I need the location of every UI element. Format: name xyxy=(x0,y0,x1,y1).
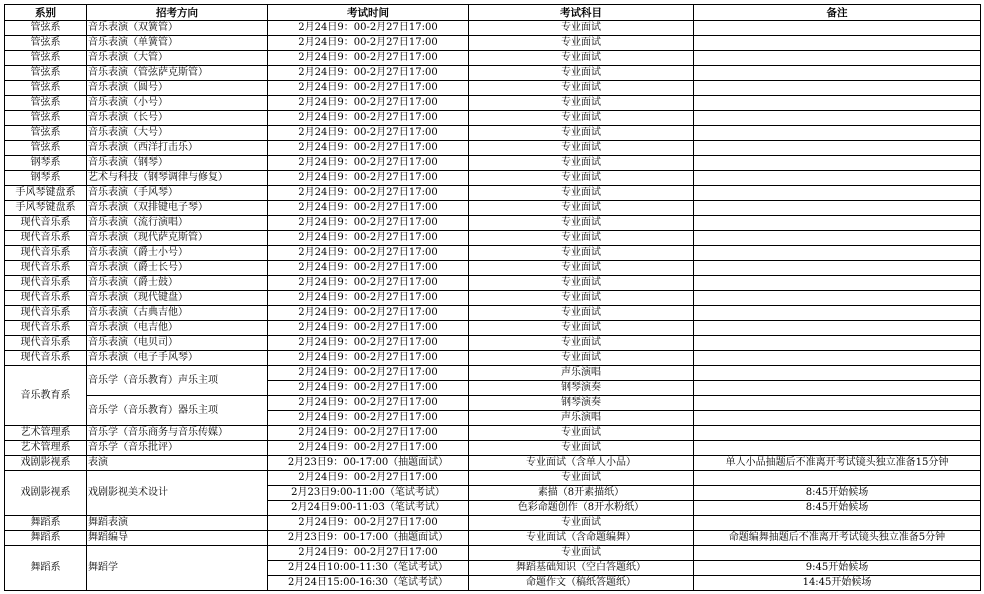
note-cell xyxy=(694,261,981,276)
time-cell: 2月24日9：00-2月27日17:00 xyxy=(268,516,469,531)
table-row xyxy=(5,216,981,231)
subject-cell: 专业面试 xyxy=(469,351,694,366)
time-cell: 2月24日9：00-2月27日17:00 xyxy=(268,141,469,156)
direction-cell: 音乐表演（爵士鼓） xyxy=(87,276,268,291)
note-cell xyxy=(694,546,981,561)
time-cell: 2月24日9：00-2月27日17:00 xyxy=(268,81,469,96)
table-row xyxy=(5,471,981,486)
direction-cell: 音乐表演（爵士小号） xyxy=(87,246,268,261)
direction-cell: 艺术与科技（钢琴调律与修复） xyxy=(87,171,268,186)
note-cell xyxy=(694,111,981,126)
direction-cell: 音乐表演（管弦萨克斯管） xyxy=(87,66,268,81)
subject-cell: 专业面试 xyxy=(469,291,694,306)
note-cell xyxy=(694,396,981,411)
subject-cell: 专业面试 xyxy=(469,261,694,276)
subject-cell: 专业面试 xyxy=(469,126,694,141)
dept-cell: 现代音乐系 xyxy=(5,291,87,306)
subject-cell: 专业面试 xyxy=(469,516,694,531)
dept-cell: 管弦系 xyxy=(5,81,87,96)
subject-cell: 专业面试 xyxy=(469,441,694,456)
note-cell xyxy=(694,306,981,321)
dept-cell: 手风琴键盘系 xyxy=(5,201,87,216)
note-cell xyxy=(694,201,981,216)
note-cell xyxy=(694,81,981,96)
dept-cell: 管弦系 xyxy=(5,21,87,36)
time-cell: 2月24日9：00-2月27日17:00 xyxy=(268,261,469,276)
time-cell: 2月24日9：00-2月27日17:00 xyxy=(268,171,469,186)
subject-cell: 专业面试 xyxy=(469,66,694,81)
time-cell: 2月24日9：00-2月27日17:00 xyxy=(268,51,469,66)
note-cell xyxy=(694,381,981,396)
note-cell xyxy=(694,96,981,111)
note-cell xyxy=(694,231,981,246)
time-cell: 2月24日9：00-2月27日17:00 xyxy=(268,411,469,426)
note-cell xyxy=(694,411,981,426)
subject-cell: 专业面试 xyxy=(469,246,694,261)
table-row xyxy=(5,111,981,126)
header-note: 备注 xyxy=(694,5,981,21)
table-row xyxy=(5,276,981,291)
note-cell: 9:45开始候场 xyxy=(694,561,981,576)
table-row xyxy=(5,246,981,261)
note-cell xyxy=(694,21,981,36)
time-cell: 2月24日9：00-2月27日17:00 xyxy=(268,21,469,36)
note-cell: 8:45开始候场 xyxy=(694,486,981,501)
dept-cell: 现代音乐系 xyxy=(5,351,87,366)
table-row xyxy=(5,96,981,111)
subject-cell: 色彩命题创作（8开水粉纸） xyxy=(469,501,694,516)
table-row xyxy=(5,441,981,456)
subject-cell: 专业面试 xyxy=(469,141,694,156)
header-time: 考试时间 xyxy=(268,5,469,21)
note-cell: 8:45开始候场 xyxy=(694,501,981,516)
dept-cell: 现代音乐系 xyxy=(5,336,87,351)
table-row xyxy=(5,531,981,546)
dept-cell: 现代音乐系 xyxy=(5,306,87,321)
dept-cell: 管弦系 xyxy=(5,96,87,111)
header-subject: 考试科目 xyxy=(469,5,694,21)
dept-cell: 音乐教育系 xyxy=(5,366,87,426)
table-row xyxy=(5,201,981,216)
subject-cell: 专业面试 xyxy=(469,426,694,441)
time-cell: 2月24日9：00-2月27日17:00 xyxy=(268,201,469,216)
table-row xyxy=(5,546,981,561)
direction-cell: 舞蹈学 xyxy=(87,546,268,591)
dept-cell: 现代音乐系 xyxy=(5,276,87,291)
time-cell: 2月23日9：00-17:00（抽题面试） xyxy=(268,456,469,471)
time-cell: 2月24日9：00-2月27日17:00 xyxy=(268,111,469,126)
direction-cell: 音乐表演（单簧管） xyxy=(87,36,268,51)
dept-cell: 舞蹈系 xyxy=(5,531,87,546)
time-cell: 2月24日9：00-2月27日17:00 xyxy=(268,156,469,171)
subject-cell: 专业面试 xyxy=(469,276,694,291)
dept-cell: 管弦系 xyxy=(5,126,87,141)
time-cell: 2月24日9：00-2月27日17:00 xyxy=(268,276,469,291)
table-row xyxy=(5,351,981,366)
note-cell xyxy=(694,321,981,336)
dept-cell: 艺术管理系 xyxy=(5,441,87,456)
dept-cell: 现代音乐系 xyxy=(5,246,87,261)
direction-cell: 音乐表演（钢琴） xyxy=(87,156,268,171)
direction-cell: 舞蹈表演 xyxy=(87,516,268,531)
subject-cell: 专业面试 xyxy=(469,336,694,351)
time-cell: 2月24日9：00-2月27日17:00 xyxy=(268,381,469,396)
dept-cell: 戏剧影视系 xyxy=(5,456,87,471)
table-row xyxy=(5,261,981,276)
note-cell xyxy=(694,516,981,531)
dept-cell: 舞蹈系 xyxy=(5,546,87,591)
table-body xyxy=(5,21,981,366)
time-cell: 2月24日9：00-2月27日17:00 xyxy=(268,246,469,261)
direction-cell: 音乐表演（电子手风琴） xyxy=(87,351,268,366)
dept-cell: 管弦系 xyxy=(5,66,87,81)
direction-cell: 音乐表演（流行演唱） xyxy=(87,216,268,231)
subject-cell: 钢琴演奏 xyxy=(469,396,694,411)
note-cell xyxy=(694,471,981,486)
dept-cell: 戏剧影视系 xyxy=(5,471,87,516)
time-cell: 2月24日9：00-2月27日17:00 xyxy=(268,126,469,141)
dept-cell: 现代音乐系 xyxy=(5,216,87,231)
note-cell xyxy=(694,441,981,456)
direction-cell: 音乐表演（大号） xyxy=(87,126,268,141)
time-cell: 2月23日9:00-11:00（笔试考试） xyxy=(268,486,469,501)
table-row xyxy=(5,516,981,531)
time-cell: 2月24日9：00-2月27日17:00 xyxy=(268,366,469,381)
note-cell xyxy=(694,426,981,441)
direction-cell: 舞蹈编导 xyxy=(87,531,268,546)
direction-cell: 音乐表演（手风琴） xyxy=(87,186,268,201)
direction-cell: 音乐学（音乐商务与音乐传媒） xyxy=(87,426,268,441)
subject-cell: 专业面试 xyxy=(469,471,694,486)
table-row xyxy=(5,186,981,201)
table-row xyxy=(5,336,981,351)
table-row xyxy=(5,126,981,141)
subject-cell: 声乐演唱 xyxy=(469,366,694,381)
dept-cell: 现代音乐系 xyxy=(5,261,87,276)
table-row xyxy=(5,321,981,336)
time-cell: 2月24日9：00-2月27日17:00 xyxy=(268,426,469,441)
subject-cell: 专业面试 xyxy=(469,111,694,126)
subject-cell: 专业面试 xyxy=(469,321,694,336)
time-cell: 2月24日9：00-2月27日17:00 xyxy=(268,306,469,321)
time-cell: 2月24日9：00-2月27日17:00 xyxy=(268,471,469,486)
note-cell xyxy=(694,336,981,351)
subject-cell: 声乐演唱 xyxy=(469,411,694,426)
table-row xyxy=(5,81,981,96)
time-cell: 2月24日9：00-2月27日17:00 xyxy=(268,291,469,306)
time-cell: 2月24日10:00-11:30（笔试考试） xyxy=(268,561,469,576)
dept-cell: 管弦系 xyxy=(5,111,87,126)
table-header-row xyxy=(5,5,981,21)
note-cell: 14:45开始候场 xyxy=(694,576,981,591)
direction-cell: 音乐学（音乐批评） xyxy=(87,441,268,456)
direction-cell: 音乐表演（西洋打击乐） xyxy=(87,141,268,156)
time-cell: 2月24日9：00-2月27日17:00 xyxy=(268,441,469,456)
note-cell xyxy=(694,156,981,171)
table-row xyxy=(5,426,981,441)
subject-cell: 专业面试 xyxy=(469,201,694,216)
subject-cell: 专业面试 xyxy=(469,186,694,201)
table-row xyxy=(5,291,981,306)
time-cell: 2月24日9:00-11:03（笔试考试） xyxy=(268,501,469,516)
subject-cell: 专业面试 xyxy=(469,51,694,66)
time-cell: 2月24日9：00-2月27日17:00 xyxy=(268,396,469,411)
table-row xyxy=(5,51,981,66)
subject-cell: 专业面试（含单人小品） xyxy=(469,456,694,471)
subject-cell: 专业面试 xyxy=(469,306,694,321)
note-cell xyxy=(694,66,981,81)
header-dept: 系别 xyxy=(5,5,87,21)
direction-cell: 音乐表演（小号） xyxy=(87,96,268,111)
subject-cell: 舞蹈基础知识（空白答题纸） xyxy=(469,561,694,576)
note-cell xyxy=(694,276,981,291)
subject-cell: 专业面试 xyxy=(469,156,694,171)
subject-cell: 专业面试（含命题编舞） xyxy=(469,531,694,546)
table-row xyxy=(5,171,981,186)
dept-cell: 手风琴键盘系 xyxy=(5,186,87,201)
time-cell: 2月24日9：00-2月27日17:00 xyxy=(268,96,469,111)
dept-cell: 现代音乐系 xyxy=(5,231,87,246)
subject-cell: 专业面试 xyxy=(469,36,694,51)
dept-cell: 舞蹈系 xyxy=(5,516,87,531)
note-cell xyxy=(694,366,981,381)
direction-cell: 音乐表演（双排键电子琴） xyxy=(87,201,268,216)
time-cell: 2月23日9：00-17:00（抽题面试） xyxy=(268,531,469,546)
table-row xyxy=(5,66,981,81)
direction-cell: 音乐表演（现代萨克斯管） xyxy=(87,231,268,246)
note-cell xyxy=(694,216,981,231)
direction-cell: 音乐表演（电吉他） xyxy=(87,321,268,336)
header-direction: 招考方向 xyxy=(87,5,268,21)
note-cell: 命题编舞抽题后不准离开考试镜头独立准备5分钟 xyxy=(694,531,981,546)
table-row xyxy=(5,366,981,381)
time-cell: 2月24日9：00-2月27日17:00 xyxy=(268,186,469,201)
direction-cell: 音乐表演（现代键盘） xyxy=(87,291,268,306)
direction-cell: 音乐表演（古典吉他） xyxy=(87,306,268,321)
direction-cell: 表演 xyxy=(87,456,268,471)
subject-cell: 钢琴演奏 xyxy=(469,381,694,396)
dept-cell: 钢琴系 xyxy=(5,171,87,186)
note-cell xyxy=(694,36,981,51)
time-cell: 2月24日15:00-16:30（笔试考试） xyxy=(268,576,469,591)
note-cell xyxy=(694,351,981,366)
table-row xyxy=(5,396,981,411)
table-row xyxy=(5,36,981,51)
table-row xyxy=(5,21,981,36)
table-body-special xyxy=(5,366,981,591)
time-cell: 2月24日9：00-2月27日17:00 xyxy=(268,231,469,246)
time-cell: 2月24日9：00-2月27日17:00 xyxy=(268,36,469,51)
subject-cell: 专业面试 xyxy=(469,216,694,231)
time-cell: 2月24日9：00-2月27日17:00 xyxy=(268,216,469,231)
dept-cell: 管弦系 xyxy=(5,141,87,156)
subject-cell: 专业面试 xyxy=(469,231,694,246)
direction-cell: 音乐表演（电贝司） xyxy=(87,336,268,351)
time-cell: 2月24日9：00-2月27日17:00 xyxy=(268,351,469,366)
time-cell: 2月24日9：00-2月27日17:00 xyxy=(268,546,469,561)
note-cell xyxy=(694,246,981,261)
table-row xyxy=(5,456,981,471)
direction-cell: 音乐表演（圆号） xyxy=(87,81,268,96)
dept-cell: 艺术管理系 xyxy=(5,426,87,441)
dept-cell: 现代音乐系 xyxy=(5,321,87,336)
note-cell xyxy=(694,51,981,66)
direction-cell: 音乐表演（双簧管） xyxy=(87,21,268,36)
direction-cell: 音乐表演（爵士长号） xyxy=(87,261,268,276)
dept-cell: 管弦系 xyxy=(5,36,87,51)
note-cell xyxy=(694,141,981,156)
subject-cell: 专业面试 xyxy=(469,171,694,186)
table-row xyxy=(5,231,981,246)
dept-cell: 钢琴系 xyxy=(5,156,87,171)
subject-cell: 素描（8开素描纸） xyxy=(469,486,694,501)
table-row xyxy=(5,306,981,321)
table-row xyxy=(5,141,981,156)
direction-cell: 戏剧影视美术设计 xyxy=(87,471,268,516)
subject-cell: 专业面试 xyxy=(469,96,694,111)
subject-cell: 专业面试 xyxy=(469,546,694,561)
time-cell: 2月24日9：00-2月27日17:00 xyxy=(268,336,469,351)
subject-cell: 命题作文（稿纸答题纸） xyxy=(469,576,694,591)
direction-cell: 音乐表演（大管） xyxy=(87,51,268,66)
dept-cell: 管弦系 xyxy=(5,51,87,66)
time-cell: 2月24日9：00-2月27日17:00 xyxy=(268,66,469,81)
direction-cell: 音乐学（音乐教育）器乐主项 xyxy=(87,396,268,426)
table-row xyxy=(5,156,981,171)
note-cell xyxy=(694,171,981,186)
direction-cell: 音乐学（音乐教育）声乐主项 xyxy=(87,366,268,396)
subject-cell: 专业面试 xyxy=(469,81,694,96)
note-cell xyxy=(694,291,981,306)
exam-schedule-table xyxy=(4,4,981,591)
direction-cell: 音乐表演（长号） xyxy=(87,111,268,126)
time-cell: 2月24日9：00-2月27日17:00 xyxy=(268,321,469,336)
note-cell xyxy=(694,126,981,141)
subject-cell: 专业面试 xyxy=(469,21,694,36)
note-cell: 单人小品抽题后不准离开考试镜头独立准备15分钟 xyxy=(694,456,981,471)
note-cell xyxy=(694,186,981,201)
